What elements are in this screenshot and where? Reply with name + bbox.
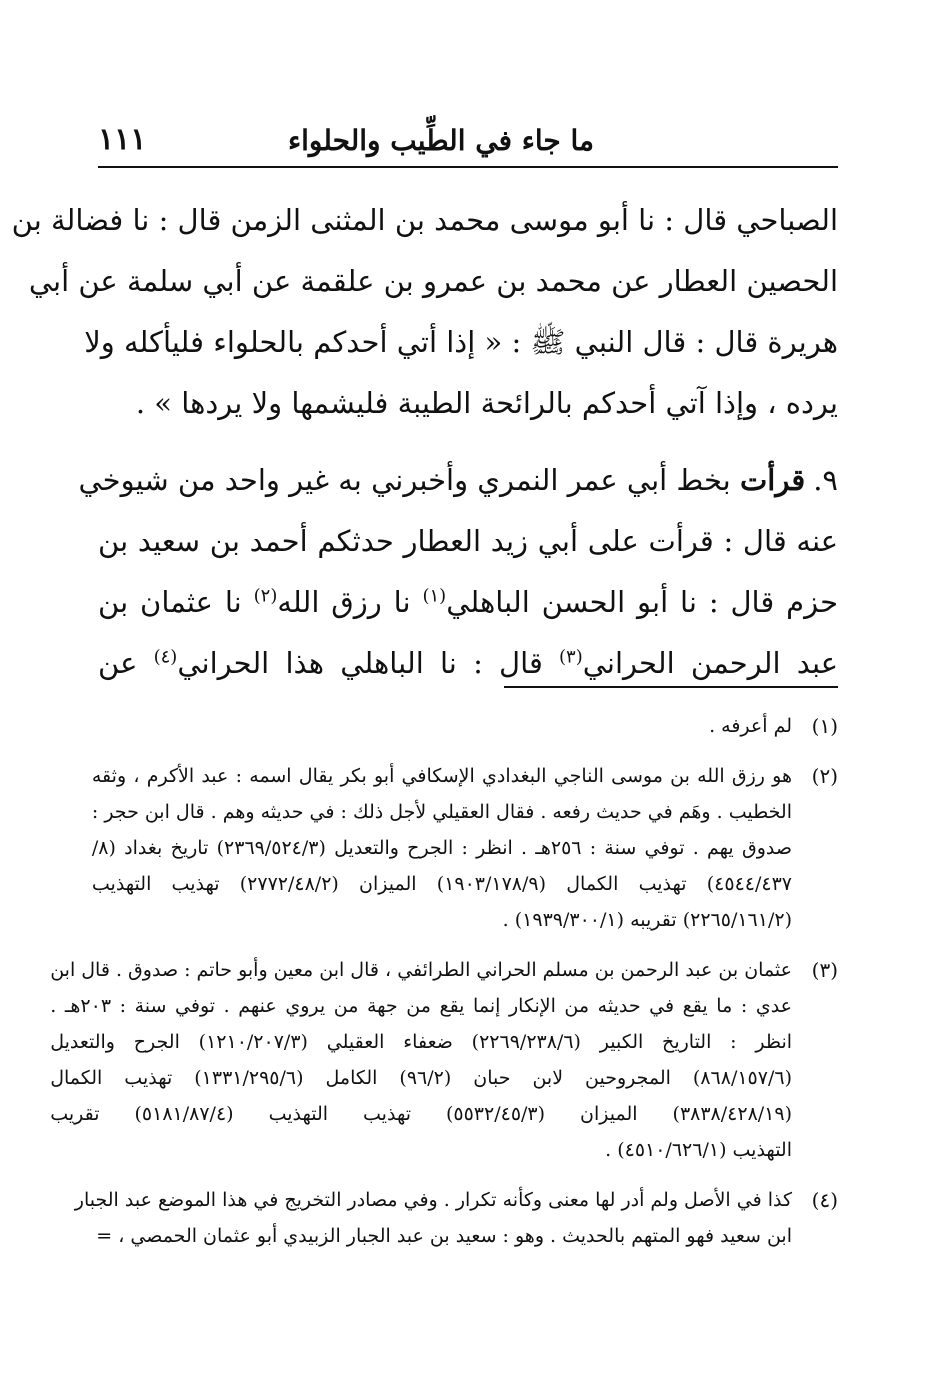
text-line <box>98 633 838 694</box>
footnote-mark: (١) <box>811 714 838 738</box>
footnote-line: هو رزق الله بن موسى الناجي البغدادي الإسكافي أبو بكر يقال اسمه : عبد الأكرم ، وثقه <box>91 765 792 787</box>
footnote <box>92 708 838 744</box>
text-line <box>98 572 838 633</box>
text-segment: حزم قال : نا أبو الحسن الباهلي <box>446 585 838 619</box>
footnote-body <box>75 1182 792 1254</box>
main-text <box>11 190 839 694</box>
text-segment: عن <box>98 646 138 680</box>
footnote-mark: (٢) <box>811 764 838 788</box>
text-line: الحصين العطار عن محمد بن عمرو بن علقمة عن أبي سلمة عن أبي <box>28 264 838 298</box>
footnote-line: كذا في الأصل ولم أدر لها معنى وكأنه تكرار . وفي مصادر التخريج في هذا الموضع عبد الجبار <box>74 1189 792 1211</box>
footnote-ref: (٢) <box>253 585 278 607</box>
footnote-rule <box>504 686 838 688</box>
footnote-line: (٨٦٨/١٥٧/٦) المجروحين لابن حبان (٩٦/٢) الكامل (١٣٣١/٢٩٥/٦) تهذيب الكمال <box>50 1067 792 1089</box>
footnote-line: لم أعرفه . <box>709 715 792 737</box>
footnote-ref: (٤) <box>153 646 178 668</box>
footnote-line: انظر : التاريخ الكبير (٢٢٦٩/٢٣٨/٦) ضعفاء العقيلي (١٢١٠/٢٠٧/٣) الجرح والتعديل <box>50 1031 793 1053</box>
footnote-line: الخطيب . وهَم في حديث رفعه . فقال العقيلي لأجل ذلك : في حديثه وهم . قال ابن حجر : <box>91 801 792 823</box>
text-line: عنه قال : قرأت على أبي زيد العطار حدثكم أحمد بن سعيد بن <box>98 524 838 558</box>
footnote-mark: (٤) <box>811 1188 838 1212</box>
text-line <box>78 450 838 511</box>
page-number: ١١١ <box>98 122 147 157</box>
running-title: ما جاء في الطِّيب والحلواء <box>287 124 594 157</box>
footnote <box>92 758 838 938</box>
footnote <box>74 1182 838 1254</box>
text-line: هريرة قال : قال النبي ﷺ : « إذا أتي أحدكم بالحلواء فليأكله ولا <box>84 325 838 359</box>
text-segment: عبد الرحمن الحراني <box>582 646 839 680</box>
header-rule <box>98 166 838 168</box>
footnote-body <box>50 952 792 1168</box>
footnote-line: ابن سعيد فهو المتهم بالحديث . وهو : سعيد بن عبد الجبار الزبيدي أبو عثمان الحمصي ، = <box>96 1225 792 1247</box>
footnote-mark: (٣) <box>811 958 838 982</box>
footnote-ref: (١) <box>422 585 447 607</box>
text-line: الصباحي قال : نا أبو موسى محمد بن المثنى الزمن قال : نا فضالة بن <box>11 203 838 237</box>
footnote-line: (٢٢٦٥/١٦١/٢) تقريبه (١٩٣٩/٣٠٠/١) . <box>502 909 792 931</box>
footnote-body <box>92 708 792 744</box>
footnote <box>50 952 838 1168</box>
text-segment: قال : نا الباهلي هذا الحراني <box>177 646 543 680</box>
footnote-line: صدوق يهم . توفي سنة : ٢٥٦هـ . انظر : الجرح والتعديل (٢٣٦٩/٥٢٤/٣) تاريخ بغداد (٨/ <box>91 837 792 859</box>
footnotes <box>50 708 838 1268</box>
footnote-line: عدي : ما يقع في حديثه من الإنكار إنما يقع من جهة من يروي عنهم . توفي سنة : ٢٠٣هـ . <box>50 995 792 1017</box>
footnote-line: عثمان بن عبد الرحمن بن مسلم الحراني الطرائفي ، قال ابن معين وأبو حاتم : صدوق . قال ابن <box>50 959 792 981</box>
text-segment: بخط أبي عمر النمري وأخبرني به غير واحد من شيوخي <box>78 463 731 497</box>
text-segment: نا عثمان بن <box>98 585 242 619</box>
text-line: يرده ، وإذا آتي أحدكم بالرائحة الطيبة فليشمها ولا يردها » . <box>135 386 838 420</box>
paragraph-gap <box>98 434 838 450</box>
running-header <box>98 122 838 166</box>
footnote-line: (٣٨٣٨/٤٢٨/١٩) الميزان (٥٥٣٢/٤٥/٣) تهذيب التهذيب (٥١٨١/٨٧/٤) تقريب <box>50 1103 793 1125</box>
hadith-keyword: قرأت <box>739 463 806 497</box>
text-segment: نا رزق الله <box>277 585 411 619</box>
footnote-line: ٤٥٤٤/٤٣٧) تهذيب الكمال (١٩٠٣/١٧٨/٩) الميزان (٢٧٧٢/٤٨/٢) تهذيب التهذيب <box>91 873 793 895</box>
footnote-line: التهذيب (٤٥١٠/٦٢٦/١) . <box>605 1139 792 1161</box>
footnote-body <box>92 758 792 938</box>
footnote-ref: (٣) <box>559 646 583 668</box>
hadith-number: ٩. <box>813 463 838 497</box>
